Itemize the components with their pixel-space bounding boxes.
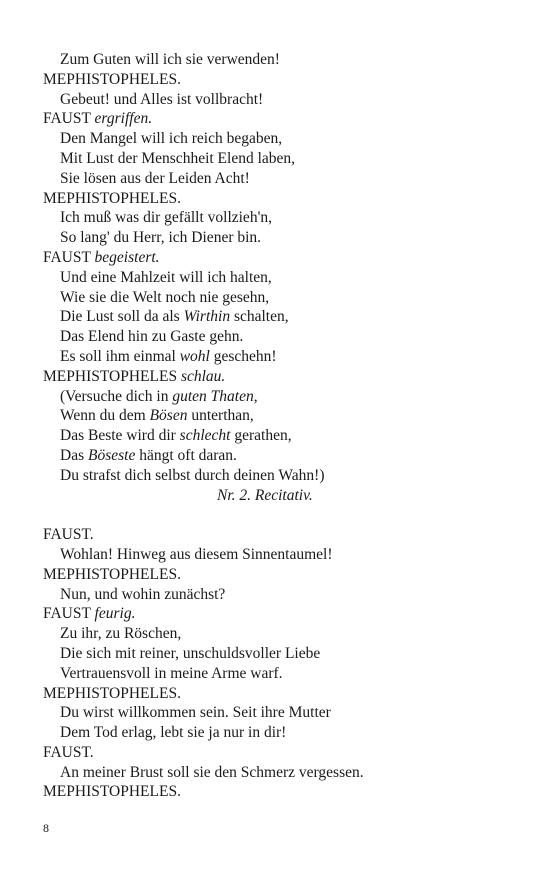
verse-line (43, 228, 513, 248)
verse-line (43, 644, 513, 664)
speaker-line (43, 367, 513, 387)
text-segment: Die sich mit reiner, unschuldsvoller Liebe (60, 644, 321, 662)
text-segment: Wohlan! Hinweg aus diesem Sinnentaumel! (60, 545, 333, 563)
text-segment: Den Mangel will ich reich begaben, (60, 130, 283, 148)
verse-line (43, 149, 513, 169)
text-segment: Nun, und wohin zunächst? (60, 585, 226, 603)
text-segment: Sie lösen aus der Leiden Acht! (60, 169, 250, 187)
text-segment: Dem Tod erlag, lebt sie ja nur in dir! (60, 724, 287, 742)
emphasis-text: Bösen (149, 407, 188, 425)
verse-line (43, 347, 513, 367)
speaker-name: MEPHISTOPHELES. (43, 189, 181, 207)
speaker-line (43, 109, 513, 129)
text-segment: Zu ihr, zu Röschen, (60, 625, 182, 643)
text-segment: Das Beste wird dir (60, 427, 180, 445)
speaker-name: FAUST (43, 605, 95, 623)
verse-line (43, 426, 513, 446)
text-segment: Und eine Mahlzeit will ich halten, (60, 268, 272, 286)
text-segment: Es soll ihm einmal (60, 347, 180, 365)
speaker-name: FAUST. (43, 743, 94, 761)
text-segment: schalten, (230, 308, 289, 326)
text-segment: , (253, 387, 258, 405)
speaker-line (43, 684, 513, 704)
verse-line (43, 763, 513, 783)
speaker-line (43, 70, 513, 90)
verse-line (43, 466, 513, 486)
text-segment: Du wirst willkommen sein. Seit ihre Mutter (60, 704, 331, 722)
text-segment: geschehn! (209, 347, 277, 365)
speaker-name: MEPHISTOPHELES (43, 367, 181, 385)
stage-direction: schlau. (180, 367, 226, 385)
emphasis-text: Wirthin (183, 308, 231, 326)
verse-line (43, 624, 513, 644)
text-segment: Die Lust soll da als (60, 308, 184, 326)
speaker-line (43, 782, 513, 802)
blank-line (43, 505, 513, 525)
verse-line (43, 129, 513, 149)
stage-direction: begeistert. (94, 248, 160, 266)
speaker-name: MEPHISTOPHELES. (43, 684, 181, 702)
text-segment: (Versuche dich in (60, 387, 173, 405)
text-segment: Das (60, 446, 88, 464)
text-segment: Gebeut! und Alles ist vollbracht! (60, 90, 264, 108)
text-segment: Wie sie die Welt noch nie gesehn, (60, 288, 270, 306)
speaker-line (43, 604, 513, 624)
verse-line (43, 585, 513, 605)
verse-line (43, 288, 513, 308)
emphasis-text: wohl (179, 347, 210, 365)
verse-line (43, 50, 513, 70)
text-segment: gerathen, (230, 427, 292, 445)
speaker-name: FAUST (43, 248, 95, 266)
speaker-name: MEPHISTOPHELES. (43, 70, 181, 88)
speaker-line (43, 248, 513, 268)
stage-direction: feurig. (94, 605, 136, 623)
music-cue (43, 486, 513, 506)
text-segment: unterthan, (187, 407, 254, 425)
verse-line (43, 169, 513, 189)
text-segment: An meiner Brust soll sie den Schmerz vergessen. (60, 763, 364, 781)
speaker-name: MEPHISTOPHELES. (43, 783, 181, 801)
text-segment: Wenn du dem (60, 407, 150, 425)
verse-line (43, 387, 513, 407)
text-segment: hängt oft daran. (135, 446, 237, 464)
text-segment: Ich muß was dir gefällt vollzieh'n, (60, 209, 272, 227)
verse-line (43, 446, 513, 466)
play-text (43, 50, 513, 802)
emphasis-text: Böseste (87, 446, 136, 464)
text-segment: Das Elend hin zu Gaste gehn. (60, 328, 244, 346)
speaker-line (43, 565, 513, 585)
emphasis-text: Nr. 2. Recitativ. (217, 486, 313, 504)
speaker-line (43, 189, 513, 209)
verse-line (43, 327, 513, 347)
verse-line (43, 703, 513, 723)
emphasis-text: schlecht (179, 427, 231, 445)
verse-line (43, 268, 513, 288)
emphasis-text: guten Thaten (172, 387, 254, 405)
verse-line (43, 90, 513, 110)
speaker-name: MEPHISTOPHELES. (43, 565, 181, 583)
verse-line (43, 406, 513, 426)
verse-line (43, 307, 513, 327)
speaker-name: FAUST. (43, 526, 94, 544)
verse-line (43, 208, 513, 228)
verse-line (43, 664, 513, 684)
page-number: 8 (43, 821, 49, 835)
text-segment: Du strafst dich selbst durch deinen Wahn!) (60, 466, 325, 484)
speaker-line (43, 743, 513, 763)
text-segment: Vertrauensvoll in meine Arme warf. (60, 664, 283, 682)
speaker-name: FAUST (43, 110, 95, 128)
text-segment: So lang' du Herr, ich Diener bin. (60, 229, 262, 247)
text-segment: Mit Lust der Menschheit Elend laben, (60, 149, 296, 167)
speaker-line (43, 525, 513, 545)
verse-line (43, 723, 513, 743)
verse-line (43, 545, 513, 565)
text-segment: Zum Guten will ich sie verwenden! (60, 51, 280, 68)
stage-direction: ergriffen. (94, 110, 153, 128)
